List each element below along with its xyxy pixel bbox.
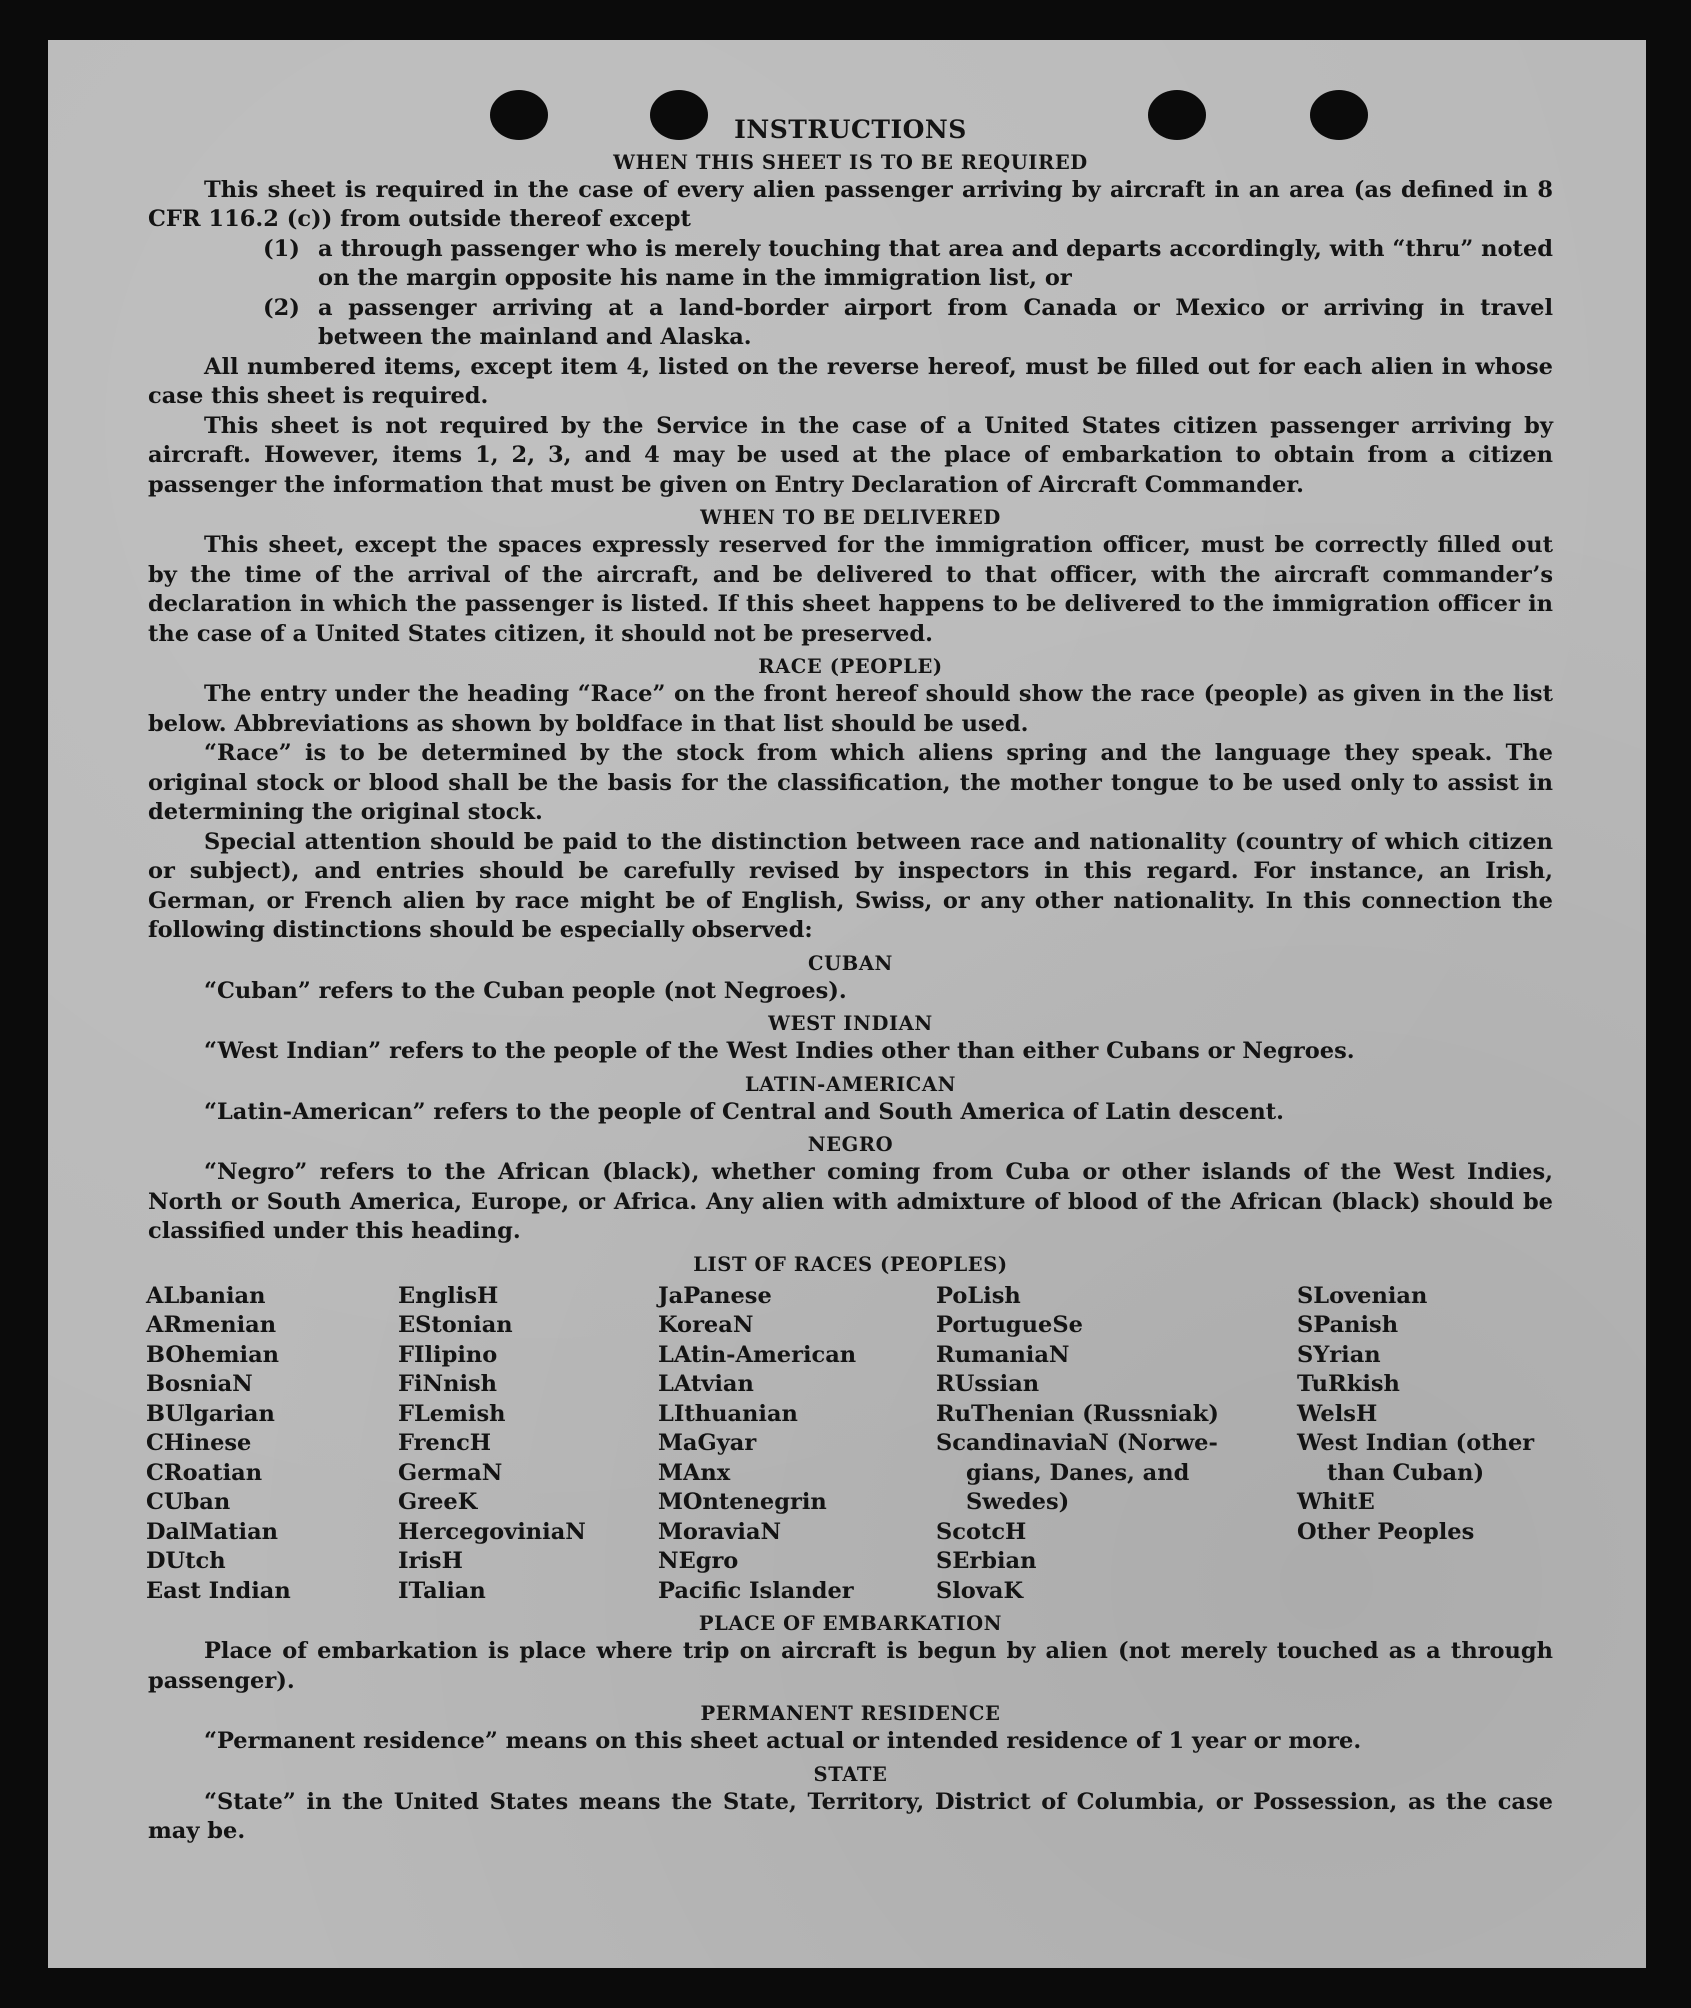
races-column-4 xyxy=(936,1282,1297,1607)
race-item: RUssian xyxy=(936,1371,1040,1397)
race-item: ARmenian xyxy=(146,1312,277,1338)
paragraph: “Race” is to be determined by the stock from which aliens spring and the language they speak. The original stock or blood shall be the basis for the classification, the mother tongue to be used only to assist in determining the original stock. xyxy=(148,740,1553,825)
heading-race: RACE (PEOPLE) xyxy=(758,655,943,678)
race-item: DalMatian xyxy=(146,1518,279,1545)
paragraph: “Cuban” refers to the Cuban people (not Negroes). xyxy=(204,977,847,1004)
numbered-item xyxy=(148,235,1553,294)
race-item: West Indian (other xyxy=(1297,1430,1535,1456)
item-text: a passenger arriving at a land-border airport from Canada or Mexico or arriving in travel between the mainland and Alaska. xyxy=(318,294,1553,350)
paragraph: This sheet is not required by the Service in the case of a United States citizen passenger arriving by aircraft. However, items 1, 2, 3, and 4 may be used at the place of embarkation to obtain from a citizen passenger the information that must be given on Entry Declaration of Aircraft Commander. xyxy=(148,412,1553,498)
race-item: PoLish xyxy=(936,1282,1021,1309)
race-item: LAtvian xyxy=(658,1371,754,1397)
race-item: EStonian xyxy=(398,1312,513,1338)
race-item: CRoatian xyxy=(146,1459,263,1486)
heading-negro: NEGRO xyxy=(807,1133,894,1156)
race-item: ScandinaviaN (Norwe- xyxy=(936,1430,1218,1456)
paragraph: “Negro” refers to the African (black), whether coming from Cuba or other islands of the West Indies, North or South America, Europe, or Africa. Any alien with admixture of blood of the African (black) should be classified under this heading. xyxy=(148,1159,1553,1244)
races-column-3 xyxy=(658,1282,936,1607)
heading-cuban: CUBAN xyxy=(808,951,893,975)
races-column-1 xyxy=(146,1282,398,1607)
race-item: PortugueSe xyxy=(936,1312,1083,1338)
races-column-2 xyxy=(398,1282,658,1607)
race-item-continued: gians, Danes, and xyxy=(966,1459,1190,1486)
race-item: BOhemian xyxy=(146,1341,280,1368)
race-item: EnglisH xyxy=(398,1282,499,1309)
races-list xyxy=(146,1282,1553,1607)
race-item: SYrian xyxy=(1297,1341,1381,1368)
heading-embarkation: PLACE OF EMBARKATION xyxy=(698,1612,1003,1635)
document-sheet xyxy=(48,40,1646,1968)
race-item: LIthuanian xyxy=(658,1400,798,1427)
race-item: RumaniaN xyxy=(936,1341,1070,1368)
paragraph: “Permanent residence” means on this sheet actual or intended residence of 1 year or more. xyxy=(204,1728,1362,1754)
race-item: KoreaN xyxy=(658,1312,754,1338)
race-item: SLovenian xyxy=(1297,1282,1428,1309)
paragraph: “State” in the United States means the State, Territory, District of Columbia, or Possession, as the case may be. xyxy=(148,1788,1553,1844)
race-item: FIlipino xyxy=(398,1341,498,1368)
race-item: BUlgarian xyxy=(146,1400,275,1427)
race-item: ScotcH xyxy=(936,1518,1027,1545)
instructions-body xyxy=(148,115,1553,1847)
races-column-5 xyxy=(1297,1282,1551,1607)
heading-list-of-races: LIST OF RACES (PEOPLES) xyxy=(693,1252,1008,1276)
race-item: JaPanese xyxy=(658,1282,772,1309)
page-title: INSTRUCTIONS xyxy=(734,115,967,144)
race-item: MaGyar xyxy=(658,1430,757,1456)
paragraph: “West Indian” refers to the people of the West Indies other than either Cubans or Negroes. xyxy=(204,1038,1355,1064)
race-item: MoraviaN xyxy=(658,1518,782,1545)
heading-state: STATE xyxy=(813,1762,888,1786)
heading-west-indian: WEST INDIAN xyxy=(768,1012,933,1035)
race-item: HercegoviniaN xyxy=(398,1518,586,1545)
race-item: GreeK xyxy=(398,1489,478,1515)
race-item: Pacific Islander xyxy=(658,1577,854,1604)
item-number: (1) xyxy=(263,235,300,262)
paragraph: This sheet is required in the case of every alien passenger arriving by aircraft in an area (as defined in 8 CFR 116.2 (c)) from outside thereof except xyxy=(148,176,1553,232)
race-item: FLemish xyxy=(398,1400,506,1427)
race-item: TuRkish xyxy=(1297,1371,1400,1397)
heading-permanent-residence: PERMANENT RESIDENCE xyxy=(700,1702,1001,1725)
race-item-continued: than Cuban) xyxy=(1327,1459,1485,1486)
race-item: CHinese xyxy=(146,1430,252,1456)
race-item: MAnx xyxy=(658,1459,731,1486)
race-item: CUban xyxy=(146,1489,231,1515)
race-item: East Indian xyxy=(146,1577,291,1604)
item-number: (2) xyxy=(263,294,300,321)
race-item: WhitE xyxy=(1297,1489,1375,1515)
heading-when-required: WHEN THIS SHEET IS TO BE REQUIRED xyxy=(613,150,1088,174)
race-item: IrisH xyxy=(398,1548,463,1574)
heading-latin-american: LATIN-AMERICAN xyxy=(744,1072,957,1096)
paragraph: All numbered items, except item 4, listed on the reverse hereof, must be filled out for each alien in whose case this sheet is required. xyxy=(148,353,1553,409)
numbered-item xyxy=(148,294,1553,353)
race-item: RuThenian (Russniak) xyxy=(936,1400,1219,1427)
race-item: BosniaN xyxy=(146,1371,253,1397)
race-item: ITalian xyxy=(398,1577,486,1604)
item-text: a through passenger who is merely touching that area and departs accordingly, with “thru” noted on the margin opposite his name in the immigration list, or xyxy=(318,235,1553,291)
race-item: ALbanian xyxy=(146,1282,266,1309)
race-item-continued: Swedes) xyxy=(966,1489,1070,1515)
race-item: DUtch xyxy=(146,1548,226,1574)
race-item: NEgro xyxy=(658,1548,739,1574)
heading-when-delivered: WHEN TO BE DELIVERED xyxy=(700,506,1001,529)
race-item: LAtin-American xyxy=(658,1341,857,1368)
paragraph: Place of embarkation is place where trip on aircraft is begun by alien (not merely touched as a through passenger). xyxy=(148,1638,1553,1694)
paragraph: “Latin-American” refers to the people of Central and South America of Latin descent. xyxy=(204,1098,1284,1125)
race-item: FrencH xyxy=(398,1430,492,1456)
race-item: SErbian xyxy=(936,1548,1037,1574)
paragraph: The entry under the heading “Race” on the front hereof should show the race (people) as given in the list below. Abbreviations as shown by boldface in that list should be used. xyxy=(148,681,1553,737)
race-item: MOntenegrin xyxy=(658,1489,827,1515)
race-item: SPanish xyxy=(1297,1312,1399,1338)
race-item: GermaN xyxy=(398,1459,503,1486)
race-item: Other Peoples xyxy=(1297,1518,1475,1545)
paragraph: Special attention should be paid to the distinction between race and nationality (country of which citizen or subject), and entries should be carefully revised by inspectors in this regard. For instance, an Irish, German, or French alien by race might be of English, Swiss, or any other nationality. In this connection the following distinctions should be especially observed: xyxy=(148,828,1553,943)
race-item: SlovaK xyxy=(936,1577,1024,1604)
paragraph: This sheet, except the spaces expressly reserved for the immigration officer, must be correctly filled out by the time of the arrival of the aircraft, and be delivered to that officer, with the aircraft commander’s declaration in which the passenger is listed. If this sheet happens to be delivered to the immigration officer in the case of a United States citizen, it should not be preserved. xyxy=(148,532,1553,647)
race-item: WelsH xyxy=(1297,1400,1378,1427)
race-item: FiNnish xyxy=(398,1371,498,1397)
